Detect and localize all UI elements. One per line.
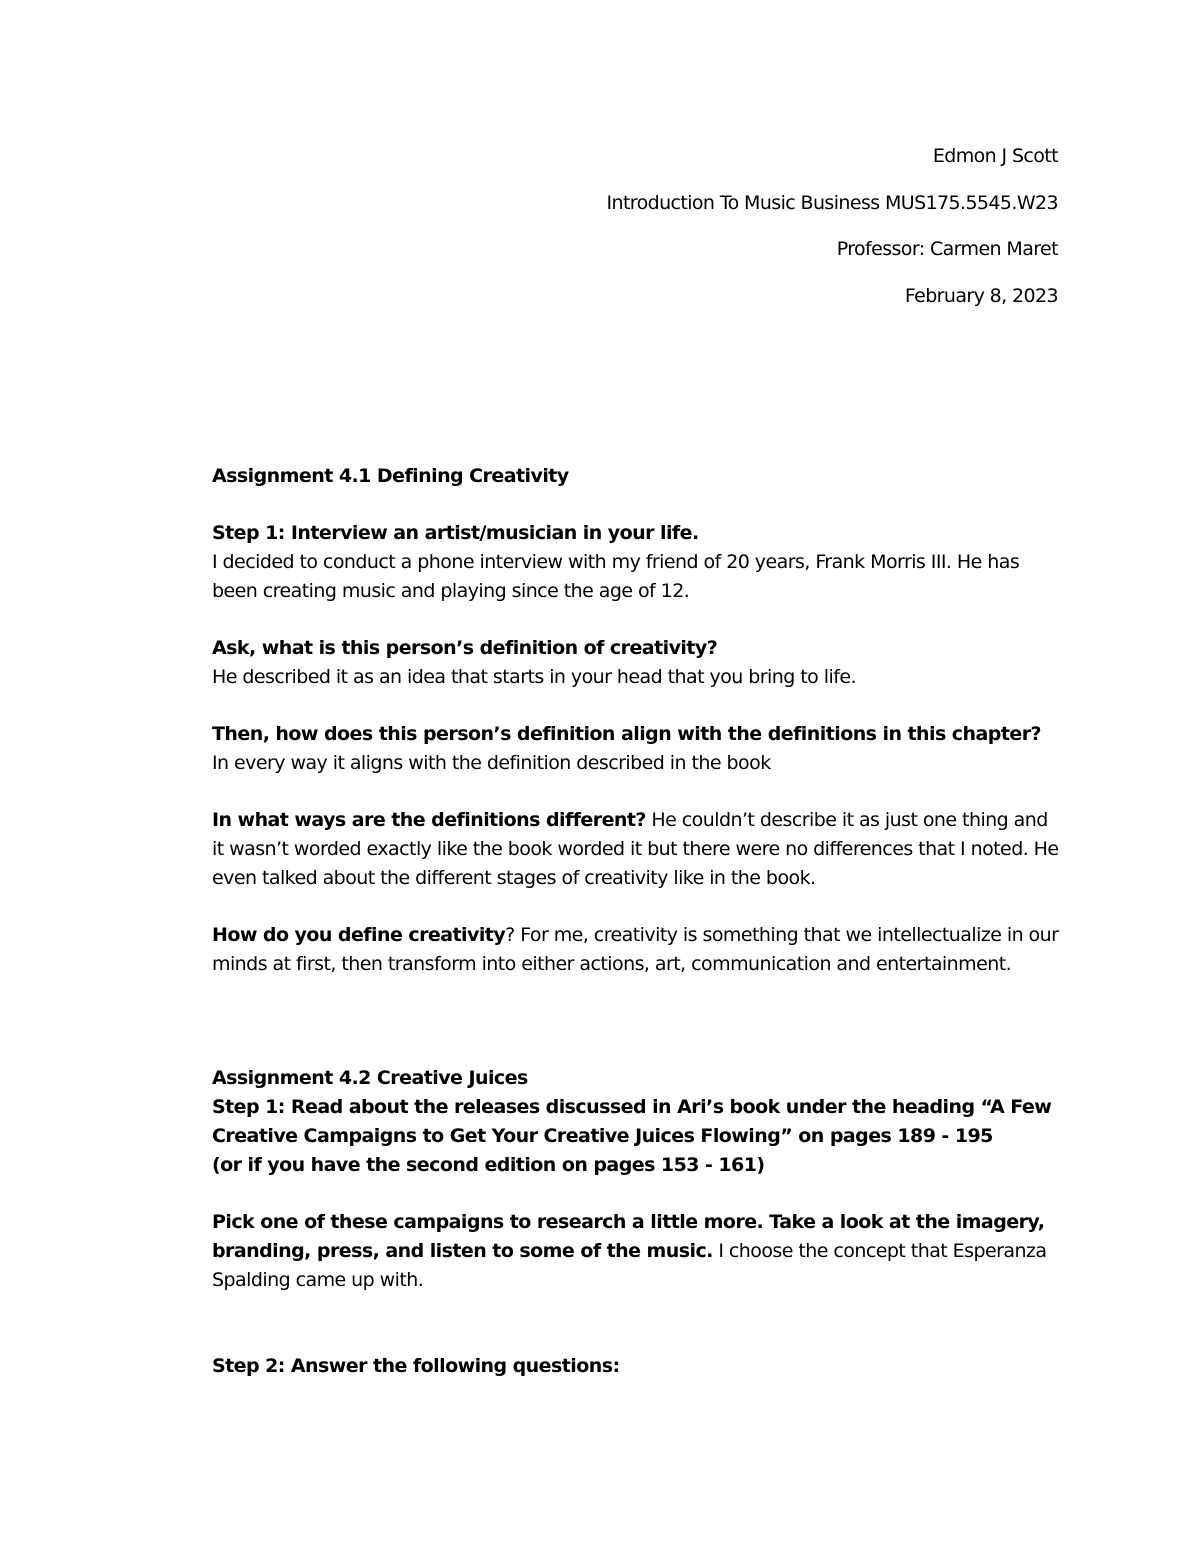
step2-heading: Step 2: Answer the following questions: bbox=[212, 1355, 620, 1377]
step1-heading: Step 1: Interview an artist/musician in your life. bbox=[212, 522, 699, 544]
answer-2: In every way it aligns with the definition described in the book bbox=[212, 752, 771, 774]
question-2-block bbox=[212, 720, 1062, 778]
answer-1: He described it as an idea that starts in your head that you bring to life. bbox=[212, 666, 856, 688]
professor-name: Professor: Carmen Maret bbox=[836, 238, 1058, 260]
question-1: Ask, what is this person’s definition of creativity? bbox=[212, 637, 718, 659]
question-3-block bbox=[212, 806, 1062, 893]
pick-campaign-block bbox=[212, 1208, 1062, 1295]
assignment-4-2-step1: Step 1: Read about the releases discussed in Ari’s book under the heading “A Few Creative Campaigns to Get Your Creative Juices Flowing” on pages 189 - 195 bbox=[212, 1096, 1052, 1147]
course-title: Introduction To Music Business MUS175.5545.W23 bbox=[606, 192, 1058, 214]
answer-4: ? For me, creativity is something that we intellectualize in our minds at first, then transform into either actions, art, communication and entertainment. bbox=[212, 924, 1059, 975]
assignment-4-1-title bbox=[212, 462, 1062, 491]
document-date: February 8, 2023 bbox=[904, 285, 1058, 307]
assignment-4-2-title: Assignment 4.2 Creative Juices bbox=[212, 1067, 528, 1089]
question-1-block bbox=[212, 634, 1062, 692]
assignment-4-2-step2 bbox=[212, 1352, 1062, 1381]
question-2: Then, how does this person’s definition align with the definitions in this chapter? bbox=[212, 723, 1041, 745]
pick-campaign-question: Pick one of these campaigns to research a little more. Take a look at the imagery, branding, press, and listen to some of the music. bbox=[212, 1211, 1045, 1262]
question-4: How do you define creativity bbox=[212, 924, 506, 946]
question-4-block bbox=[212, 921, 1062, 979]
assignment-4-1-title-text: Assignment 4.1 Defining Creativity bbox=[212, 465, 569, 487]
assignment-4-2-block bbox=[212, 1064, 1062, 1180]
assignment-4-1-step1 bbox=[212, 519, 1062, 606]
pick-campaign-answer: I choose the concept that Esperanza Spalding came up with. bbox=[212, 1240, 1047, 1291]
step1-answer: I decided to conduct a phone interview with my friend of 20 years, Frank Morris III. He has been creating music and playing since the age of 12. bbox=[212, 551, 1020, 602]
author-name: Edmon J Scott bbox=[932, 145, 1058, 167]
assignment-4-2-step1-edition: (or if you have the second edition on pages 153 - 161) bbox=[212, 1154, 765, 1176]
answer-3: He couldn’t describe it as just one thing and it wasn’t worded exactly like the book worded it but there were no differences that I noted. He even talked about the different stages of creativity like in the book. bbox=[212, 809, 1059, 889]
question-3: In what ways are the definitions different? bbox=[212, 809, 646, 831]
